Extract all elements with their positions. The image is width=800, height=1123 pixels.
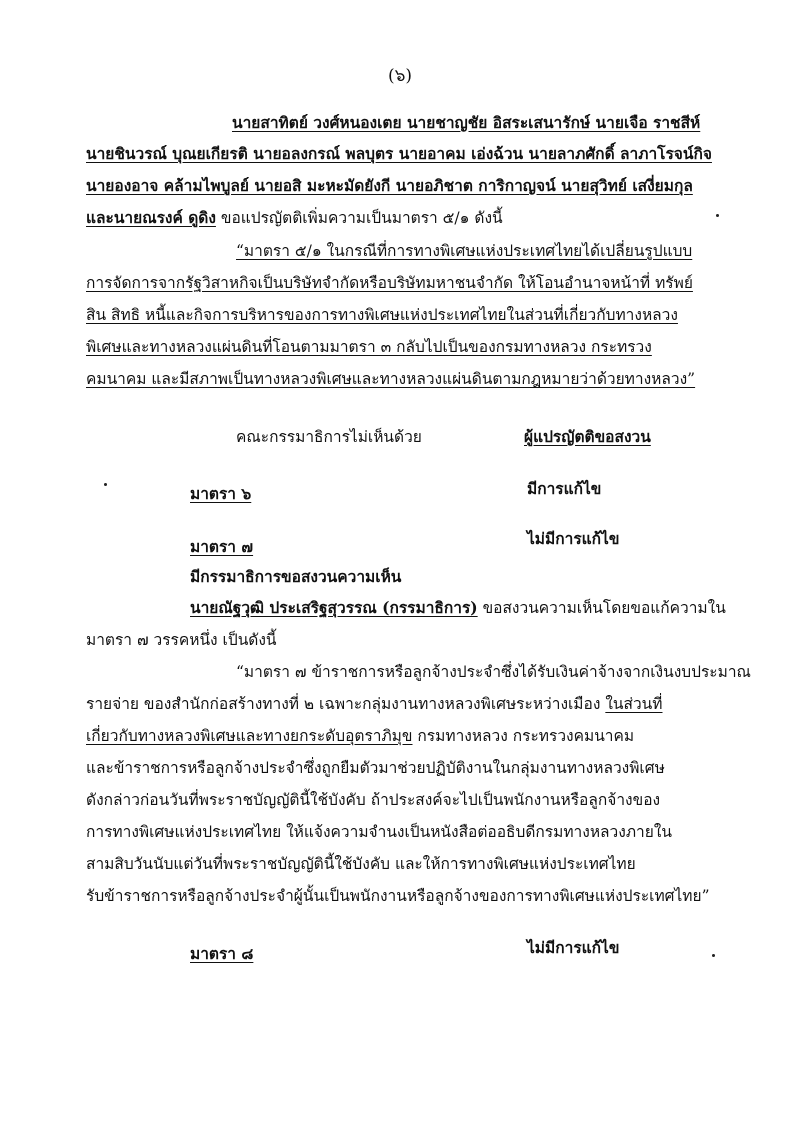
intro-line-1: นายสาทิตย์ วงศ์หนองเตย นายชาญชัย อิสระเสนารักษ์ นายเจือ ราชสีห์ bbox=[232, 113, 701, 132]
speck-mark bbox=[104, 483, 107, 486]
intro-line-4 bbox=[86, 207, 503, 229]
intro-line-4-rest: ขอแปรญัตติเพิ่มความเป็นมาตรา ๕/๑ ดังนี้ bbox=[215, 209, 503, 227]
section-7-status: ไม่มีการแก้ไข bbox=[527, 529, 620, 548]
section-7-text-line-4: และข้าราชการหรือลูกจ้างประจำซึ่งถูกยืมตัวมาช่วยปฏิบัติงานในกลุ่มงานทางหลวงพิเศษ bbox=[86, 759, 665, 777]
section-7-text-line-2a: รายจ่าย ของสำนักก่อสร้างทางที่ ๒ เฉพาะกลุ่มงานทางหลวงพิเศษระหว่างเมือง bbox=[86, 695, 606, 713]
reserver-line-2: มาตรา ๗ วรรคหนึ่ง เป็นดังนี้ bbox=[86, 631, 277, 649]
reserve-label: ผู้แปรญัตติขอสงวน bbox=[524, 427, 651, 446]
section-7-text-line-2b: ในส่วนที่ bbox=[605, 695, 663, 713]
section-7-text-line-3 bbox=[86, 725, 634, 747]
section-5-1-line-4: พิเศษและทางหลวงแผ่นดินที่โอนตามมาตรา ๓ กลับไปเป็นของกรมทางหลวง กระทรวง bbox=[86, 338, 652, 356]
intro-line-4-names: และนายณรงค์ ดูดิง bbox=[86, 208, 216, 227]
reserver-rest: ขอสงวนความเห็นโดยขอแก้ความใน bbox=[477, 599, 726, 617]
section-7-text-line-7: สามสิบวันนับแต่วันที่พระราชบัญญัตินี้ใช้บังคับ และให้การทางพิเศษแห่งประเทศไทย bbox=[86, 855, 636, 873]
section-7-text-line-3b: กรมทางหลวง กระทรวงคมนาคม bbox=[412, 727, 635, 745]
section-6-status: มีการแก้ไข bbox=[527, 479, 602, 498]
section-6-label: มาตรา ๖ bbox=[190, 484, 252, 503]
section-5-1-line-5: คมนาคม และมีสภาพเป็นทางหลวงพิเศษและทางหลวงแผ่นดินตามกฎหมายว่าด้วยทางหลวง” bbox=[86, 370, 696, 388]
section-7-text-line-5: ดังกล่าวก่อนวันที่พระราชบัญญัตินี้ใช้บังคับ ถ้าประสงค์จะไปเป็นพนักงานหรือลูกจ้างของ bbox=[86, 791, 661, 809]
section-8-label: มาตรา ๘ bbox=[190, 944, 254, 963]
section-8-status: ไม่มีการแก้ไข bbox=[527, 938, 620, 957]
section-7-text-line-8: รับข้าราชการหรือลูกจ้างประจำผู้นั้นเป็นพนักงานหรือลูกจ้างของการทางพิเศษแห่งประเทศไทย” bbox=[86, 887, 710, 905]
speck-mark bbox=[712, 954, 715, 957]
section-7-text-line-2 bbox=[86, 693, 663, 715]
section-7-text-line-1: “มาตรา ๗ ข้าราชการหรือลูกจ้างประจำซึ่งได้รับเงินค่าจ้างจากเงินงบประมาณ bbox=[236, 663, 751, 681]
speck-mark bbox=[716, 214, 719, 217]
reserver-name: นายณัฐวุฒิ ประเสริฐสุวรรณ (กรรมาธิการ) bbox=[190, 598, 478, 617]
section-7-text-line-3a: เกี่ยวกับทางหลวงพิเศษและทางยกระดับอุตราภิมุข bbox=[86, 727, 413, 745]
section-7-text-line-6: การทางพิเศษแห่งประเทศไทย ให้แจ้งความจำนงเป็นหนังสือต่ออธิบดีกรมทางหลวงภายใน bbox=[86, 823, 672, 841]
intro-line-2: นายชินวรณ์ บุณยเกียรติ นายอลงกรณ์ พลบุตร นายอาคม เอ่งฉ้วน นายลาภศักดิ์ ลาภาโรจน์กิจ bbox=[86, 144, 712, 163]
intro-line-3: นายองอาจ คล้ามไพบูลย์ นายอสิ มะหะมัดยังกี นายอภิชาต การิกาญจน์ นายสุวิทย์ เสงี่ยมกุล bbox=[86, 176, 693, 195]
page-number: (๖) bbox=[387, 66, 413, 86]
section-7-label: มาตรา ๗ bbox=[190, 537, 254, 556]
section-5-1-line-2: การจัดการจากรัฐวิสาหกิจเป็นบริษัทจำกัดหรือบริษัทมหาชนจำกัด ให้โอนอำนาจหน้าที่ ทรัพย์ bbox=[86, 274, 693, 292]
committee-disagree: คณะกรรมาธิการไม่เห็นด้วย bbox=[236, 428, 422, 446]
reserver-line bbox=[190, 597, 726, 619]
section-5-1-line-1: “มาตรา ๕/๑ ในกรณีที่การทางพิเศษแห่งประเทศไทยได้เปลี่ยนรูปแบบ bbox=[236, 242, 693, 260]
reserve-heading: มีกรรมาธิการขอสงวนความเห็น bbox=[190, 567, 402, 586]
section-5-1-line-3: สิน สิทธิ หนี้และกิจการบริหารของการทางพิเศษแห่งประเทศไทยในส่วนที่เกี่ยวกับทางหลวง bbox=[86, 306, 678, 324]
